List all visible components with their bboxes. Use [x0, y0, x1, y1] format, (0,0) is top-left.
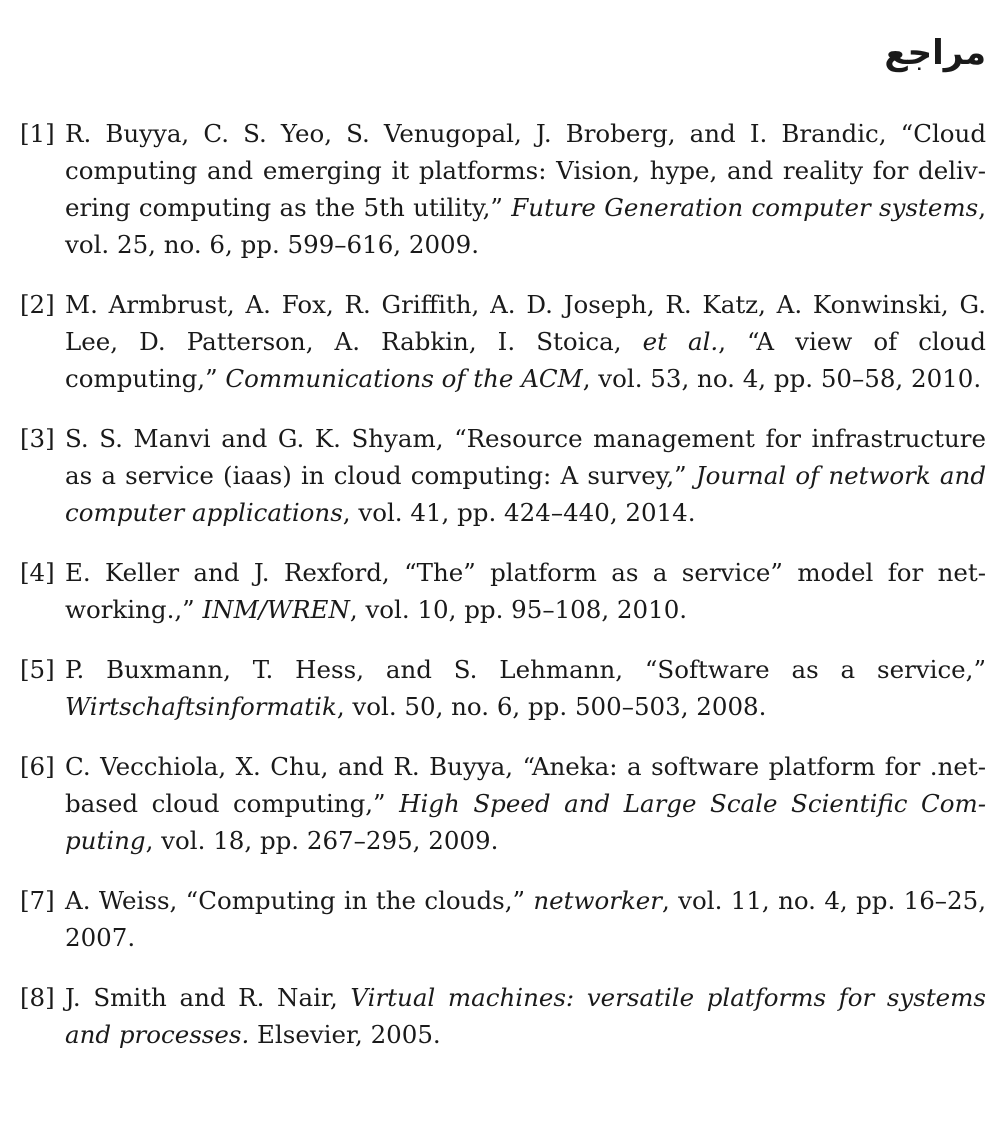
reference-details: , vol. 25, no. 6, pp. 599–616, 2009.: [65, 193, 986, 259]
reference-text: [65, 651, 986, 725]
reference-authors-title: P. Buxmann, T. Hess, and S. Lehmann, “Software as a service,”: [65, 655, 986, 684]
reference-authors-title: R. Buyya, C. S. Yeo, S. Venugopal, J. Broberg, and I. Brandic, “Cloud computing and emerging it platforms: Vision, hype, and reality for delivering computing as the 5th utility,”: [65, 119, 986, 222]
reference-et-al: et al.: [642, 327, 719, 356]
reference-text: [65, 979, 986, 1053]
reference-details: , vol. 18, pp. 267–295, 2009.: [145, 826, 499, 855]
reference-item-2: [20, 286, 986, 397]
reference-text: [65, 554, 986, 628]
reference-authors-title: A. Weiss, “Computing in the clouds,”: [65, 886, 534, 915]
reference-item-8: [20, 979, 986, 1053]
reference-text: [65, 420, 986, 531]
reference-number: [8]: [20, 983, 55, 1012]
reference-venue: High Speed and Large Scale Scientific Computing: [65, 789, 986, 855]
reference-venue: networker: [533, 886, 663, 915]
reference-book-title: Virtual machines: versatile platforms for systems and processes.: [65, 983, 986, 1049]
reference-details: , vol. 10, pp. 95–108, 2010.: [349, 595, 688, 624]
reference-authors-title: S. S. Manvi and G. K. Shyam, “Resource management for infrastructure as a service (iaas) in cloud computing: A survey,”: [65, 424, 986, 490]
reference-item-7: [20, 882, 986, 956]
reference-text: [65, 748, 986, 859]
reference-title: , “A view of cloud computing,”: [65, 327, 986, 393]
references-heading: مراجع: [884, 33, 986, 73]
reference-item-4: [20, 554, 986, 628]
reference-authors-title: C. Vecchiola, X. Chu, and R. Buyya, “Aneka: a software platform for .net-based cloud computing,”: [65, 752, 986, 818]
reference-item-1: [20, 115, 986, 263]
reference-text: [65, 882, 986, 956]
reference-authors-title: E. Keller and J. Rexford, “The” platform as a service” model for networking.,”: [65, 558, 986, 624]
reference-number: [2]: [20, 290, 55, 319]
reference-details: Elsevier, 2005.: [249, 1020, 441, 1049]
reference-list: [20, 115, 986, 1053]
reference-details: , vol. 41, pp. 424–440, 2014.: [342, 498, 696, 527]
reference-number: [7]: [20, 886, 55, 915]
reference-number: [1]: [20, 119, 55, 148]
reference-details: , vol. 53, no. 4, pp. 50–58, 2010.: [582, 364, 982, 393]
reference-venue: Journal of network and computer applications: [65, 461, 986, 527]
reference-number: [3]: [20, 424, 55, 453]
reference-venue: INM/WREN: [202, 595, 350, 624]
reference-item-5: [20, 651, 986, 725]
reference-number: [5]: [20, 655, 55, 684]
reference-venue: Wirtschaftsinformatik: [65, 692, 337, 721]
reference-venue: Communications of the ACM: [225, 364, 583, 393]
reference-text: [65, 286, 986, 397]
reference-number: [6]: [20, 752, 55, 781]
reference-item-6: [20, 748, 986, 859]
reference-number: [4]: [20, 558, 55, 587]
reference-authors: J. Smith and R. Nair,: [65, 983, 351, 1012]
reference-details: , vol. 11, no. 4, pp. 16–25, 2007.: [65, 886, 986, 952]
reference-authors: M. Armbrust, A. Fox, R. Griffith, A. D. Joseph, R. Katz, A. Konwinski, G. Lee, D. Patterson, A. Rabkin, I. Stoica,: [65, 290, 986, 356]
reference-venue: Future Generation computer systems: [511, 193, 979, 222]
reference-item-3: [20, 420, 986, 531]
reference-details: , vol. 50, no. 6, pp. 500–503, 2008.: [336, 692, 767, 721]
reference-text: [65, 115, 986, 263]
